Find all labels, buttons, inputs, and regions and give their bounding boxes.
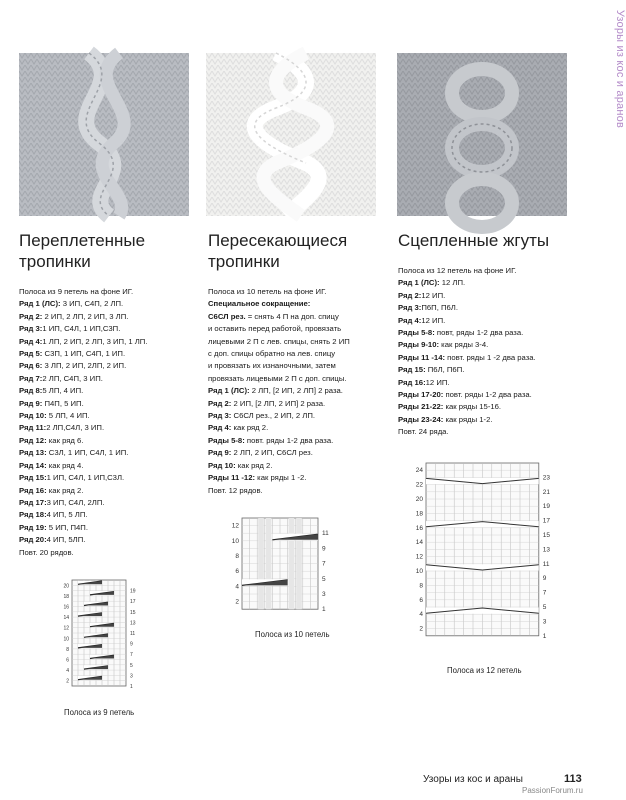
row-label: Ряды 5-8: xyxy=(208,435,245,445)
row-instruction xyxy=(208,435,388,447)
row-text: 2 ЛП, [2 ИП, 2 ЛП] 2 раза. xyxy=(249,386,343,396)
row-instruction xyxy=(398,315,598,327)
row-instruction xyxy=(19,497,199,509)
row-text: повт. ряды 1-2 два раза. xyxy=(443,390,532,400)
row-label: Ряд 19: xyxy=(19,522,47,532)
chart-caption: Полоса из 9 петель xyxy=(64,708,135,717)
row-label: Ряд 1 (ЛС): xyxy=(398,278,440,288)
row-label: Ряд 17: xyxy=(19,497,47,507)
chart-purl-column xyxy=(296,518,302,609)
chart-row-label-left: 10 xyxy=(63,636,69,643)
row-text: как ряды 3-4. xyxy=(439,340,489,350)
row-text: как ряд 2. xyxy=(46,485,84,495)
row-instruction xyxy=(208,398,388,410)
row-instructions-list xyxy=(208,385,388,484)
row-instruction xyxy=(19,522,199,534)
row-instruction xyxy=(19,360,199,372)
row-text: 1 ЛП, 2 ИП, 2 ЛП, 3 ИП, 1 ЛП. xyxy=(42,336,148,346)
row-instruction xyxy=(19,435,199,447)
row-text: 12 ИП. xyxy=(421,315,446,325)
row-instruction xyxy=(398,327,598,339)
row-label: Ряд 8: xyxy=(19,386,43,396)
row-label: Ряды 17-20: xyxy=(398,390,444,400)
pattern-intro: Полоса из 12 петель на фоне ИГ. xyxy=(398,266,517,275)
chart-row-label-left: 4 xyxy=(419,611,423,619)
row-text: как ряд 6. xyxy=(46,435,84,445)
row-label: Ряд 9: xyxy=(208,448,232,458)
row-instruction xyxy=(208,472,388,484)
row-instruction xyxy=(208,385,388,397)
chart-row-label-right: 9 xyxy=(542,575,547,583)
chart-row-label-right: 1 xyxy=(542,632,547,640)
row-label: Ряды 9-10: xyxy=(398,340,440,350)
row-text: 3 ИП, С4Л, 2ЛП. xyxy=(46,497,105,507)
row-instruction xyxy=(19,323,199,335)
footer-section-title: Узоры из кос и араны xyxy=(423,774,523,785)
row-text: как ряды 15-16. xyxy=(443,402,502,412)
row-instruction xyxy=(398,389,598,401)
chart-row-label-right: 3 xyxy=(542,618,547,626)
row-text: 2 ИП, 2 ЛП, 2 ИП, 3 ЛП. xyxy=(42,311,129,321)
chart-row-label-left: 12 xyxy=(415,553,423,561)
row-instruction xyxy=(208,422,388,434)
chart-row-label-right: 19 xyxy=(130,588,136,595)
chart-row-label-right: 13 xyxy=(542,546,551,554)
row-text: 2 ИП, [2 ЛП, 2 ИП] 2 раза. xyxy=(231,398,326,408)
knitting-chart-2 xyxy=(228,516,356,612)
chart-row-label-right: 15 xyxy=(542,532,551,539)
row-label: Ряд 4: xyxy=(19,336,43,346)
chart-row-label-left: 12 xyxy=(231,522,239,530)
row-label: Ряд 1 (ЛС): xyxy=(208,386,250,396)
row-text: как ряды 1-2. xyxy=(443,414,493,424)
row-text: 4 ИП, 5ЛП. xyxy=(46,535,86,545)
chart-row-label-right: 23 xyxy=(542,474,551,482)
row-instruction xyxy=(398,277,598,289)
chart-row-label-right: 1 xyxy=(130,684,133,690)
row-instruction xyxy=(19,534,199,546)
row-text: как ряды 1 -2. xyxy=(255,473,307,483)
row-instruction xyxy=(19,472,199,484)
row-label: Ряд 14: xyxy=(19,460,47,470)
row-label: Ряды 11 -14: xyxy=(398,352,446,362)
chart-row-label-left: 6 xyxy=(235,568,239,576)
row-instruction xyxy=(19,311,199,323)
pattern-title-line: тропинки xyxy=(19,252,91,271)
chart-row-label-left: 14 xyxy=(63,615,69,622)
chart-row-label-right: 11 xyxy=(130,631,136,637)
page-number: 113 xyxy=(564,773,582,785)
chart-row-label-right: 13 xyxy=(130,620,136,627)
row-label: Ряды 5-8: xyxy=(398,328,435,338)
row-text: как ряд 4. xyxy=(46,460,84,470)
chart-purl-column xyxy=(266,518,272,609)
row-instruction xyxy=(19,422,199,434)
chart-caption: Полоса из 10 петель xyxy=(255,630,330,639)
row-label: Ряд 4: xyxy=(398,315,422,325)
knit-photo-2-image xyxy=(206,53,376,216)
chart-row-label-left: 16 xyxy=(63,604,69,611)
row-text: 12 ИП. xyxy=(421,290,446,300)
row-instructions-list xyxy=(19,298,199,546)
row-instruction xyxy=(398,352,598,364)
chart-row-label-left: 2 xyxy=(66,678,69,685)
row-text: повт. ряды 1-2 два раза. xyxy=(244,435,334,445)
row-text: 5 ЛП, 4 ИП. xyxy=(46,411,90,421)
row-label: Ряд 9: xyxy=(19,398,43,408)
chart-row-label-left: 2 xyxy=(419,625,423,633)
row-text: 3 ИП, С4П, 2 ЛП. xyxy=(60,299,124,309)
chart-caption: Полоса из 12 петель xyxy=(447,666,522,675)
row-label: Ряд 6: xyxy=(19,361,43,371)
special-text: и провязать их изнаночными, затем xyxy=(208,361,336,371)
chart-row-label-left: 6 xyxy=(419,596,423,604)
special-line xyxy=(208,311,388,323)
row-text: П6Л, П6П. xyxy=(425,365,465,375)
row-instruction xyxy=(19,485,199,497)
chart-row-label-left: 8 xyxy=(235,553,239,560)
row-text: 5 ИП, П4П. xyxy=(46,522,88,532)
row-label: Ряд 10: xyxy=(19,411,47,421)
row-text: 2 ЛП, С4П, 3 ИП. xyxy=(42,373,103,383)
chart-row-label-right: 19 xyxy=(542,503,551,511)
chart-row-label-left: 6 xyxy=(66,657,69,664)
chart-row-label-left: 10 xyxy=(231,537,239,545)
row-text: 2 ЛП,С4Л, 3 ИП. xyxy=(46,423,105,433)
special-line xyxy=(208,360,388,372)
row-instruction xyxy=(19,398,199,410)
row-label: Ряд 15: xyxy=(398,365,426,375)
knit-photo-linked-cables xyxy=(397,53,567,216)
chart-row-label-left: 8 xyxy=(66,646,69,653)
chart-row-label-right: 7 xyxy=(130,652,133,659)
chart-row-label-right: 17 xyxy=(130,599,136,606)
pattern-title xyxy=(19,230,199,272)
row-instruction xyxy=(19,385,199,397)
row-label: Ряд 15: xyxy=(19,473,47,483)
row-instruction xyxy=(398,401,598,413)
knitting-chart-1 xyxy=(58,578,158,690)
pattern-title xyxy=(208,230,388,272)
chart-3-svg xyxy=(408,461,564,639)
special-label: С6СЛ рез. xyxy=(208,311,246,321)
chart-row-label-right: 11 xyxy=(542,560,550,568)
pattern-column-3 xyxy=(398,230,598,439)
row-instruction xyxy=(19,460,199,472)
row-text: 1 ИП, С4Л, 1 ИП,С3П. xyxy=(42,324,121,334)
side-section-title: Узоры из кос и аранов xyxy=(614,9,626,128)
row-instruction xyxy=(398,364,598,376)
row-label: Ряд 10: xyxy=(208,460,236,470)
special-line xyxy=(208,336,388,348)
row-instruction xyxy=(19,410,199,422)
row-label: Ряд 20: xyxy=(19,535,47,545)
row-text: 12 ЛП. xyxy=(439,278,466,288)
row-text: как ряд 2. xyxy=(235,460,273,470)
chart-row-label-right: 3 xyxy=(130,673,133,680)
chart-row-label-right: 21 xyxy=(542,488,551,496)
row-instruction xyxy=(208,447,388,459)
row-label: Ряд 3: xyxy=(19,324,43,334)
row-instruction xyxy=(398,302,598,314)
row-label: Ряд 1 (ЛС): xyxy=(19,299,61,309)
pattern-repeat: Повт. 20 рядов. xyxy=(19,547,74,557)
special-text: провязать лицевыми 2 П с доп. спицы. xyxy=(208,373,347,383)
knit-photo-crossing-paths xyxy=(206,53,376,216)
row-instruction xyxy=(398,339,598,351)
row-label: Ряды 11 -12: xyxy=(208,473,256,483)
row-label: Ряд 2: xyxy=(208,398,232,408)
special-text: с доп. спицы обратно на лев. спицу xyxy=(208,349,336,359)
pattern-column-1 xyxy=(19,230,199,559)
row-text: 5 ЛП, 4 ИП. xyxy=(42,386,84,396)
row-text: С6СЛ рез., 2 ИП, 2 ЛП. xyxy=(231,411,315,421)
chart-row-label-right: 15 xyxy=(130,609,136,616)
chart-row-label-right: 5 xyxy=(130,662,133,669)
chart-row-label-right: 9 xyxy=(130,641,133,648)
row-instruction xyxy=(208,410,388,422)
row-text: С3Л, 1 ИП, С4Л, 1 ИП. xyxy=(46,448,129,458)
row-text: П6П, П6Л. xyxy=(421,303,458,313)
row-instruction xyxy=(398,414,598,426)
chart-row-label-left: 20 xyxy=(63,583,69,590)
special-text: лицевыми 2 П с лев. спицы, снять 2 ИП xyxy=(208,336,350,346)
chart-purl-column xyxy=(289,518,295,609)
row-text: 1 ИП, С4Л, 1 ИП,С3Л. xyxy=(46,473,125,483)
row-instruction xyxy=(19,298,199,310)
chart-row-label-right: 5 xyxy=(322,575,326,583)
knitting-chart-3 xyxy=(408,461,564,639)
special-abbreviation-text xyxy=(208,311,388,385)
pattern-intro: Полоса из 9 петель на фоне ИГ. xyxy=(19,287,134,296)
row-label: Ряды 23-24: xyxy=(398,414,444,424)
chart-row-label-left: 22 xyxy=(415,481,423,489)
special-text: = снять 4 П на доп. спицу xyxy=(245,311,339,321)
row-instruction xyxy=(19,336,199,348)
row-instruction xyxy=(398,377,598,389)
chart-row-label-left: 18 xyxy=(415,510,423,518)
special-line xyxy=(208,348,388,360)
chart-row-label-left: 16 xyxy=(415,524,423,532)
row-label: Ряд 2: xyxy=(398,290,422,300)
knit-photo-3-image xyxy=(397,53,567,216)
chart-row-label-right: 5 xyxy=(542,604,547,611)
row-instruction xyxy=(19,373,199,385)
row-instructions-list xyxy=(398,277,598,426)
chart-row-label-left: 10 xyxy=(415,568,423,575)
pattern-title-line: тропинки xyxy=(208,252,280,271)
row-text: 2 ЛП, 2 ИП, С6СЛ рез. xyxy=(231,448,313,458)
chart-row-label-right: 3 xyxy=(322,591,326,598)
knit-photo-1-image xyxy=(19,53,189,216)
row-instruction xyxy=(208,460,388,472)
pattern-title-line: Переплетенные xyxy=(19,231,146,250)
pattern-column-2 xyxy=(208,230,388,497)
row-text: 3 ЛП, 2 ИП, 2ЛП, 2 ИП. xyxy=(42,361,127,371)
row-text: 12 ИП. xyxy=(425,377,450,387)
chart-row-label-right: 1 xyxy=(322,606,326,614)
row-label: Ряд 18: xyxy=(19,510,47,520)
row-instruction xyxy=(19,509,199,521)
pattern-repeat: Повт. 24 ряда. xyxy=(398,427,449,437)
chart-row-label-right: 9 xyxy=(322,545,326,553)
chart-2-svg xyxy=(228,516,356,612)
chart-row-label-left: 2 xyxy=(235,598,239,606)
row-label: Ряд 16: xyxy=(19,485,47,495)
chart-row-label-left: 18 xyxy=(63,593,69,600)
chart-row-label-left: 4 xyxy=(66,668,69,675)
row-label: Ряды 21-22: xyxy=(398,402,444,412)
chart-row-label-right: 7 xyxy=(542,589,547,597)
chart-row-label-left: 20 xyxy=(415,496,423,503)
row-label: Ряд 13: xyxy=(19,448,47,458)
row-instruction xyxy=(19,447,199,459)
row-label: Ряд 4: xyxy=(208,423,232,433)
chart-purl-column xyxy=(258,518,264,609)
watermark-text: PassionForum.ru xyxy=(522,786,583,795)
chart-row-label-left: 24 xyxy=(415,467,423,475)
pattern-intro: Полоса из 10 петель на фоне ИГ. xyxy=(208,287,327,296)
row-label: Ряд 7: xyxy=(19,373,43,383)
row-label: Ряд 11: xyxy=(19,423,47,433)
row-label: Ряд 2: xyxy=(19,311,43,321)
pattern-title-line: Пересекающиеся xyxy=(208,231,348,250)
row-text: повт, ряды 1-2 два раза. xyxy=(434,328,524,338)
row-label: Ряд 5: xyxy=(19,349,43,359)
pattern-repeat: Повт. 12 рядов. xyxy=(208,485,263,495)
chart-row-label-right: 11 xyxy=(322,530,329,538)
row-text: С3П, 1 ИП, С4П, 1 ИП. xyxy=(42,349,126,359)
row-label: Ряд 3: xyxy=(398,303,422,313)
row-label: Ряд 12: xyxy=(19,435,47,445)
chart-row-label-left: 12 xyxy=(63,625,69,632)
chart-row-label-left: 8 xyxy=(419,582,423,590)
row-label: Ряд 3: xyxy=(208,411,232,421)
row-label: Ряд 16: xyxy=(398,377,426,387)
special-abbreviation-heading: Специальное сокращение: xyxy=(208,299,311,309)
row-text: повт. ряды 1 -2 два раза. xyxy=(445,352,536,362)
knit-photo-interlaced-paths xyxy=(19,53,189,216)
special-line xyxy=(208,323,388,335)
row-text: 4 ИП, 5 ЛП. xyxy=(46,510,88,520)
chart-1-svg xyxy=(58,578,158,690)
pattern-title xyxy=(398,230,598,251)
pattern-title-line: Сцепленные жгуты xyxy=(398,231,550,250)
row-text: П4П, 5 ИП. xyxy=(42,398,84,408)
row-instruction xyxy=(398,290,598,302)
chart-row-label-right: 17 xyxy=(542,517,551,525)
special-line xyxy=(208,373,388,385)
special-text: и оставить перед работой, провязать xyxy=(208,324,342,334)
chart-row-label-left: 14 xyxy=(415,539,423,547)
chart-row-label-left: 4 xyxy=(235,583,239,591)
row-text: как ряд 2. xyxy=(231,423,269,433)
chart-row-label-right: 7 xyxy=(322,560,326,568)
row-instruction xyxy=(19,348,199,360)
